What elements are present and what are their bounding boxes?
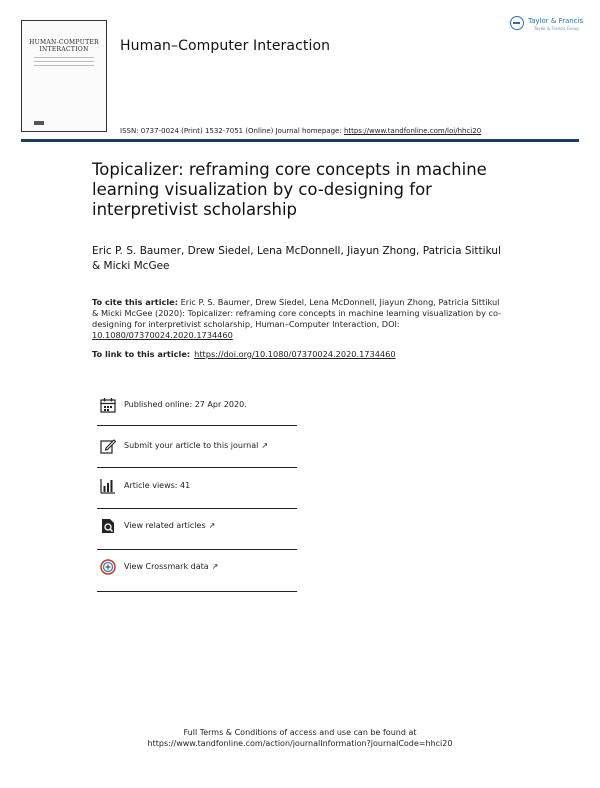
journal-cover-image <box>21 20 107 132</box>
citation-text: Eric P. S. Baumer, Drew Siedel, Lena McDonnell, Jiayun Zhong, Patricia Sittikul & Micki McGee (2020): Topicalizer: reframing core concepts in machine learning visualization by co-designing for interpretivist scholarship, Human–Computer Interaction, DOI: <box>92 297 502 329</box>
cover-title-line1: HUMAN-COMPUTER <box>29 39 99 46</box>
published-row <box>97 397 297 437</box>
footer-terms-link[interactable]: https://www.tandfonline.com/action/journalInformation?journalCode=hhci20 <box>147 739 453 748</box>
divider <box>97 508 297 509</box>
publisher-logo[interactable] <box>510 16 582 36</box>
article-link-label: To link to this article: <box>92 349 191 359</box>
cover-badge <box>34 121 44 125</box>
issn-text: ISSN: 0737-0024 (Print) 1532-7051 (Online) Journal homepage: <box>120 127 344 135</box>
citation-label: To cite this article: <box>92 297 178 307</box>
document-search-icon <box>100 518 116 534</box>
cover-decoration <box>34 57 94 69</box>
published-date: Published online: 27 Apr 2020. <box>124 400 247 409</box>
external-link-icon: ↗ <box>208 521 216 530</box>
divider <box>97 549 297 550</box>
issn-line <box>120 127 481 135</box>
crossmark-link[interactable]: View Crossmark data <box>124 562 209 571</box>
journal-name[interactable]: Human–Computer Interaction <box>120 38 331 54</box>
crossmark-icon <box>100 559 116 575</box>
bar-chart-icon <box>100 478 116 494</box>
journal-homepage-link[interactable]: https://www.tandfonline.com/loi/hhci20 <box>343 127 482 135</box>
publisher-logo-text: Taylor & Francis <box>528 17 584 25</box>
views-row <box>97 478 297 518</box>
edit-icon <box>100 438 116 454</box>
article-title: Topicalizer: reframing core concepts in machine learning visualization by co-designing for interpretivist scholarship <box>92 160 487 219</box>
article-authors: Eric P. S. Baumer, Drew Siedel, Lena McDonnell, Jiayun Zhong, Patricia Sittikul & Micki McGee <box>92 245 501 272</box>
cover-title <box>26 39 102 53</box>
citation-block <box>92 297 507 341</box>
article-doi-link[interactable]: https://doi.org/10.1080/07370024.2020.1734460 <box>194 349 396 359</box>
publisher-logo-icon <box>510 16 524 30</box>
footer-terms-text: Full Terms & Conditions of access and use can be found at <box>183 728 417 737</box>
submit-row[interactable] <box>97 438 297 478</box>
citation-doi-link[interactable]: 10.1080/07370024.2020.1734460 <box>92 330 233 340</box>
header-rule <box>21 139 579 142</box>
cover-title-line2: INTERACTION <box>39 46 89 53</box>
divider <box>97 425 297 426</box>
article-views: Article views: 41 <box>124 481 191 490</box>
crossmark-row[interactable] <box>97 559 297 599</box>
footer <box>0 727 600 749</box>
related-row[interactable] <box>97 518 297 558</box>
publisher-logo-tagline: Taylor & Francis Group <box>534 26 579 31</box>
related-articles-link[interactable]: View related articles <box>124 521 206 530</box>
calendar-icon <box>100 397 116 413</box>
external-link-icon: ↗ <box>211 562 219 571</box>
divider <box>97 591 297 592</box>
external-link-icon: ↗ <box>261 441 269 450</box>
divider <box>97 467 297 468</box>
article-link-line <box>92 349 396 359</box>
submit-link[interactable]: Submit your article to this journal <box>124 441 259 450</box>
